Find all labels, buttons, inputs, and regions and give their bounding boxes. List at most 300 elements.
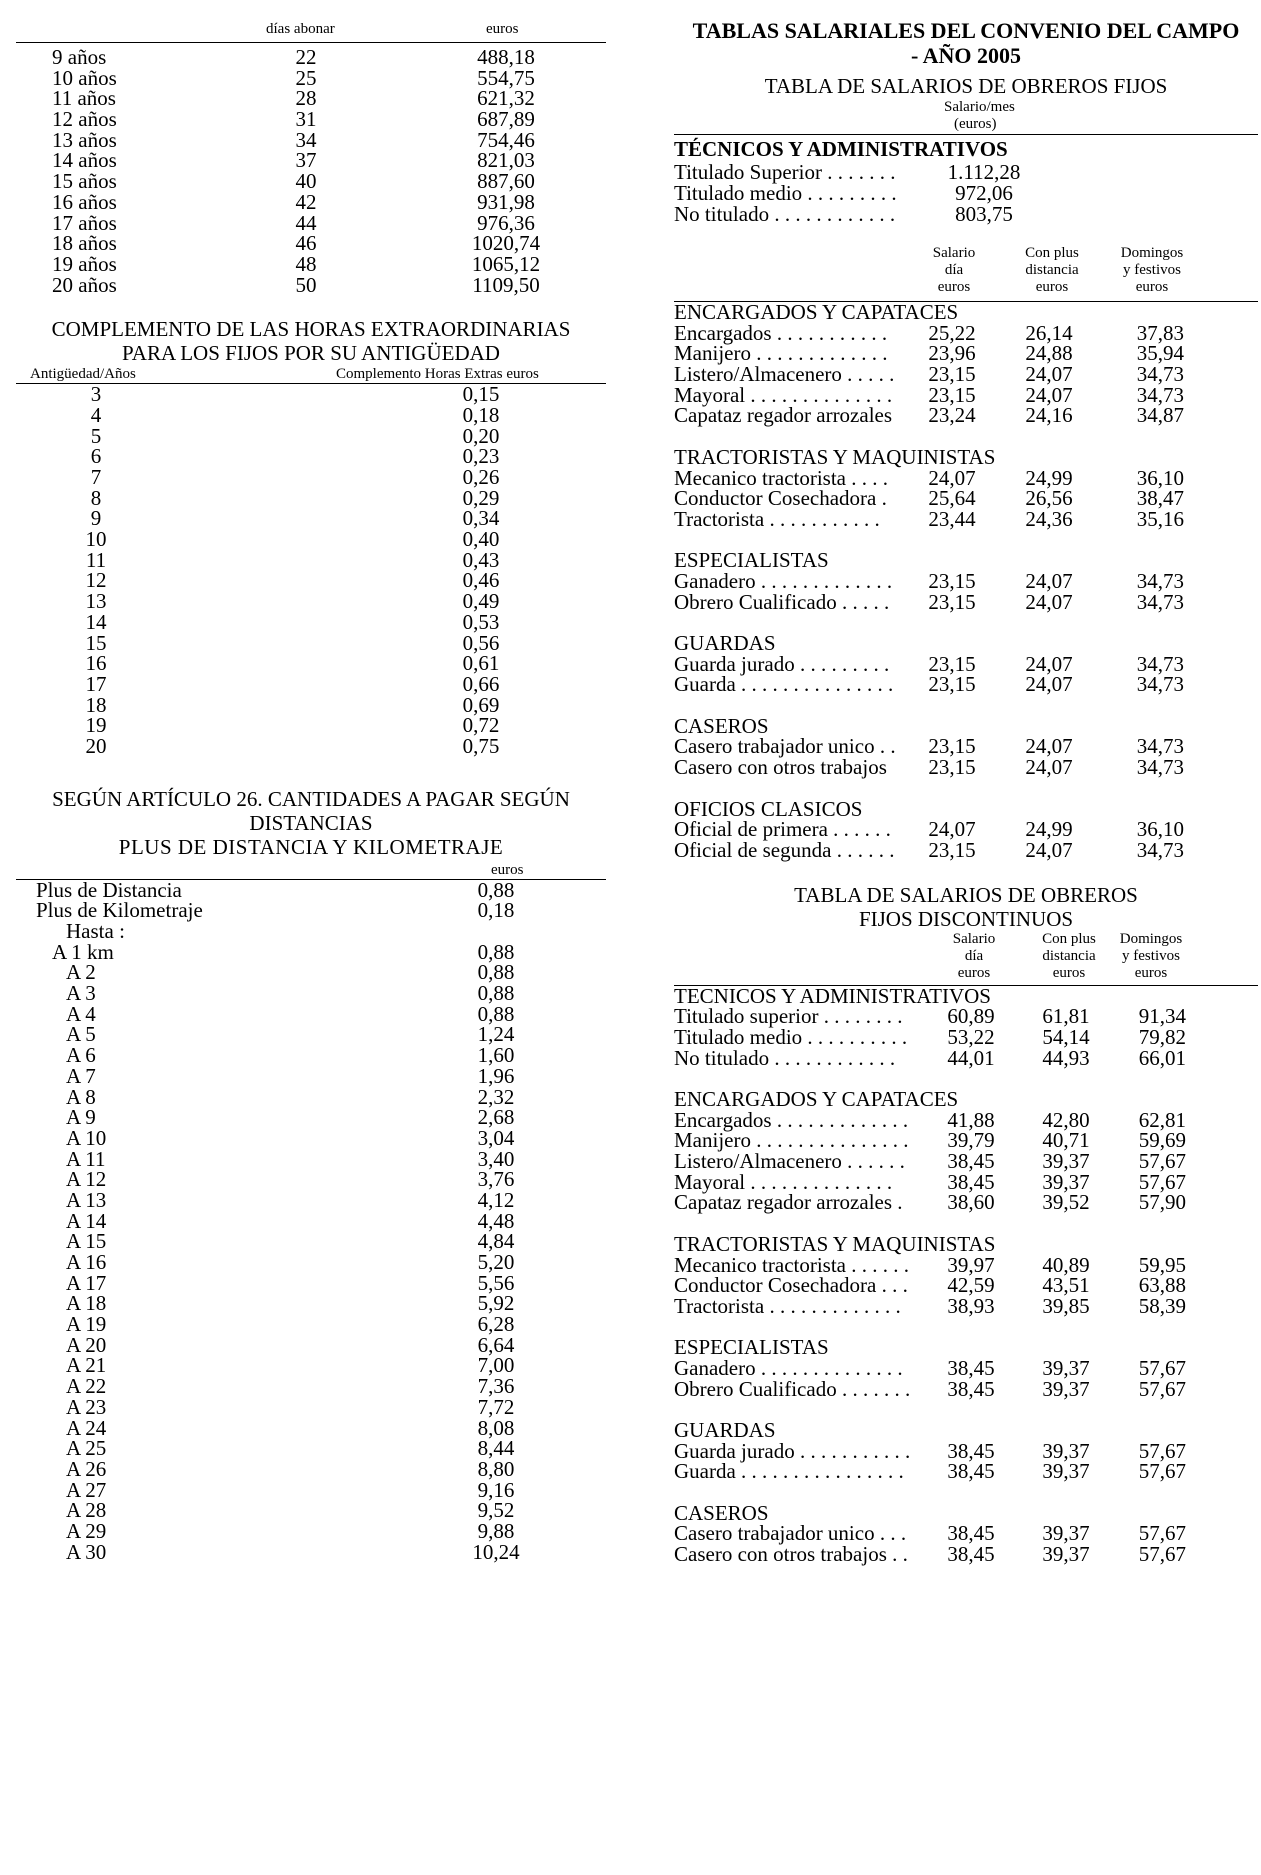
distancia-value: 5,56 [477,1270,515,1295]
column-header-line: y festivos [1123,262,1181,278]
distancia-row [16,1084,606,1109]
distancia-label: A 5 [66,1022,96,1047]
vacaciones-row [16,189,606,214]
distancia-label: A 12 [66,1167,107,1192]
festivos-cell: 34,73 [1136,589,1184,614]
dias-cell: 44 [295,210,317,235]
plus-distancia-cell: 39,37 [1042,1542,1090,1567]
tecnicos-label: Titulado medio . . . . . . . . . [674,181,897,205]
distancia-title [16,787,606,859]
festivos-cell: 57,67 [1138,1376,1186,1401]
distancia-row [16,1293,606,1314]
distancia-value: 2,68 [477,1105,515,1130]
section-title: CASEROS [674,713,769,738]
salary-row [674,674,1258,695]
distancia-value: 8,80 [477,1456,515,1481]
horas-row [16,529,606,550]
section-title: ESPECIALISTAS [674,548,829,573]
salario-dia-cell: 23,15 [928,362,976,387]
distancia-row [16,1539,606,1564]
job-label: Casero trabajador unico . . . [674,1521,907,1546]
distancia-label: A 20 [66,1332,107,1357]
antiguedad-cell: 10 años [52,65,117,90]
distancia-header [16,861,606,880]
plus-distancia-cell: 39,37 [1042,1169,1090,1194]
festivos-cell: 34,73 [1136,568,1184,593]
salary-row [674,651,1258,676]
distancia-value: 0,88 [477,939,515,964]
festivos-cell: 34,73 [1136,651,1184,676]
column-header-line: distancia [1042,947,1096,964]
plus-distancia-cell: 26,14 [1025,320,1073,345]
complemento-cell: 0,69 [462,692,500,717]
horas-row [16,446,606,467]
festivos-cell: 37,83 [1136,320,1184,345]
column-header-line: Domingos [1119,930,1183,947]
salario-dia-cell: 38,60 [947,1190,995,1215]
festivos-cell: 62,81 [1138,1107,1186,1132]
complemento-cell: 0,29 [462,485,500,510]
complemento-cell: 0,46 [462,568,500,593]
distancia-row [16,1376,606,1397]
festivos-cell: 34,73 [1136,362,1184,387]
antiguedad-cell: 11 años [52,86,116,111]
salary-row [674,1275,1258,1296]
plus-label: Plus de Kilometraje [36,898,203,923]
section-title: ENCARGADOS Y CAPATACES [674,1087,959,1111]
distancia-row [16,1063,606,1088]
distancia-title-line1: SEGÚN ARTÍCULO 26. CANTIDADES A PAGAR SEGÚN [52,786,570,811]
plus-distancia-cell: 26,56 [1025,486,1073,511]
plus-distancia-cell: 43,51 [1042,1273,1090,1298]
distancia-value: 1,24 [477,1022,515,1047]
fijos-sections [674,302,1258,861]
salario-dia-cell: 60,89 [947,1004,995,1029]
distancia-row [16,939,606,964]
distancia-value: 4,12 [477,1187,515,1212]
dias-cell: 28 [295,86,317,111]
horas-row [16,485,606,510]
job-label: Ganadero . . . . . . . . . . . . . . [674,1355,903,1380]
job-label: Ganadero . . . . . . . . . . . . . [674,568,893,593]
job-label: Mecanico tractorista . . . . [674,465,888,490]
complemento-cell: 0,72 [462,713,500,738]
salary-section [674,550,1258,612]
distancia-row [16,1107,606,1128]
plus-distancia-cell: 54,14 [1042,1024,1090,1049]
complemento-cell: 0,53 [462,609,500,634]
tecnicos-table [674,162,1258,225]
salario-dia-cell: 23,24 [928,403,976,428]
distancia-label: A 17 [66,1270,107,1295]
job-label: Listero/Almacenero . . . . . [674,362,895,387]
dias-cell: 22 [295,45,317,69]
dias-header: días abonar [266,21,335,37]
salario-dia-cell: 24,07 [928,817,976,842]
festivos-cell: 91,34 [1138,1004,1186,1029]
plus-value: 0,18 [477,898,515,923]
column-header [909,245,999,296]
column-header [1107,245,1197,296]
distancia-value: 9,16 [477,1477,515,1502]
complemento-cell: 0,75 [462,733,500,758]
salary-row [674,1151,1258,1172]
salary-section [674,1231,1258,1318]
salario-dia-cell: 53,22 [947,1024,995,1049]
job-label: Guarda . . . . . . . . . . . . . . . [674,672,894,697]
discontinuos-column-headers [674,931,1258,986]
column-header-line: euros [937,279,971,295]
distancia-value: 5,20 [477,1250,515,1274]
tecnicos-value: 972,06 [955,181,1013,205]
salary-row [674,506,1258,531]
distancia-value: 8,08 [477,1415,515,1440]
salary-row [674,382,1258,407]
antiguedad-cell: 20 [85,733,107,758]
festivos-cell: 36,10 [1136,817,1184,842]
main-title-line2: - AÑO 2005 [911,43,1021,68]
distancia-row [16,1208,606,1233]
distancia-row [16,1045,606,1066]
fijos-column-headers [674,245,1258,302]
euros-cell: 554,75 [477,65,535,90]
distancia-euros-header: euros [491,861,524,878]
antiguedad-cell: 6 [90,444,102,469]
plus-distancia-cell: 24,07 [1025,589,1073,614]
distancia-label: A 19 [66,1312,107,1337]
vacaciones-row [16,65,606,90]
vacaciones-row [16,272,606,297]
salario-dia-cell: 39,79 [947,1128,995,1153]
euros-cell: 976,36 [477,210,535,235]
salary-row [674,1006,1258,1027]
salary-section [674,1089,1258,1213]
salary-row [674,1376,1258,1401]
section-title: GUARDAS [674,1418,776,1442]
festivos-cell: 58,39 [1138,1293,1186,1318]
tecnicos-row [674,183,1258,204]
horas-row [16,653,606,674]
plus-row [16,877,606,902]
plus-distancia-cell: 24,07 [1025,837,1073,862]
discontinuos-title-line2: FIJOS DISCONTINUOS [858,906,1074,931]
salario-dia-cell: 23,15 [928,837,976,862]
salary-section [674,1337,1258,1399]
salario-dia-cell: 38,45 [947,1355,995,1380]
antiguedad-cell: 15 [85,630,107,655]
salary-section [674,633,1258,695]
plus-table [16,877,606,923]
distancia-row [16,1477,606,1502]
distancia-value: 9,88 [477,1518,515,1543]
salario-mes-euros: (euros) [954,116,997,132]
distancia-row [16,1518,606,1543]
antiguedad-cell: 5 [90,423,102,448]
complemento-cell: 0,15 [462,382,500,407]
dias-cell: 48 [295,251,317,276]
salary-row [674,1293,1258,1318]
complemento-cell: 0,56 [462,630,500,655]
complemento-cell: 0,66 [462,671,500,696]
salario-dia-cell: 44,01 [947,1045,995,1070]
salario-dia-cell: 23,44 [928,506,976,531]
salary-row [674,1107,1258,1132]
distancia-value: 2,32 [477,1084,515,1109]
job-label: Oficial de segunda . . . . . . [674,837,895,862]
dias-cell: 50 [295,272,317,297]
plus-distancia-cell: 24,36 [1025,506,1073,531]
antiguedad-cell: 8 [90,485,102,510]
distancia-table [16,939,606,1564]
plus-distancia-cell: 39,37 [1042,1438,1090,1463]
dias-cell: 40 [295,169,317,194]
salary-row [674,405,1258,426]
distancia-label: A 21 [66,1353,107,1378]
job-label: Titulado medio . . . . . . . . . . [674,1024,908,1049]
salario-dia-cell: 38,45 [947,1459,995,1484]
salary-row [674,1438,1258,1463]
job-label: Casero con otros trabajos . . [674,1542,908,1567]
plus-row [16,900,606,921]
distancia-row [16,1314,606,1335]
distancia-value: 5,92 [477,1291,515,1316]
job-label: Guarda jurado . . . . . . . . . [674,651,890,676]
vacaciones-row [16,210,606,235]
salary-section [674,1420,1258,1482]
distancia-label: A 18 [66,1291,107,1316]
salary-row [674,1169,1258,1194]
horas-row [16,423,606,448]
horas-row [16,609,606,634]
salary-row [674,465,1258,490]
vacaciones-row [16,88,606,109]
distancia-label: A 7 [66,1063,96,1088]
salary-section [674,983,1258,1070]
job-label: Listero/Almacenero . . . . . . [674,1149,905,1174]
salario-dia-cell: 23,15 [928,589,976,614]
salario-dia-cell: 25,22 [928,320,976,345]
antiguedad-cell: 9 años [52,45,107,69]
distancia-label: A 4 [66,1001,96,1026]
horas-row [16,402,606,427]
job-label: Titulado superior . . . . . . . . [674,1004,903,1029]
salario-dia-cell: 23,15 [928,672,976,697]
plus-distancia-cell: 39,85 [1042,1293,1090,1318]
distancia-label: A 9 [66,1105,96,1130]
festivos-cell: 63,88 [1138,1273,1186,1298]
complemento-cell: 0,49 [462,589,500,614]
distancia-label: A 26 [66,1456,107,1481]
column-header [1106,931,1196,982]
antiguedad-cell: 12 [85,568,107,593]
vacaciones-header [16,20,606,43]
dias-cell: 34 [295,127,317,152]
festivos-cell: 34,73 [1136,734,1184,759]
distancia-row [16,1001,606,1026]
distancia-label: A 1 km [52,939,114,964]
vacaciones-row [16,127,606,152]
festivos-cell: 59,69 [1138,1128,1186,1153]
festivos-cell: 66,01 [1138,1045,1186,1070]
antiguedad-cell: 14 años [52,148,117,173]
salary-row [674,1355,1258,1380]
antiguedad-cell: 4 [90,402,102,427]
job-label: No titulado . . . . . . . . . . . . [674,1045,896,1070]
festivos-cell: 57,67 [1138,1438,1186,1463]
plus-distancia-cell: 24,07 [1025,755,1073,780]
discontinuos-title [674,883,1258,931]
salary-row [674,488,1258,509]
distancia-value: 4,48 [477,1208,515,1233]
salario-dia-cell: 38,45 [947,1149,995,1174]
horas-row [16,384,606,405]
tecnicos-row [674,162,1258,183]
distancia-label: A 29 [66,1518,107,1543]
salario-dia-cell: 38,45 [947,1438,995,1463]
distancia-row [16,1438,606,1459]
horas-row [16,733,606,758]
column-header-line: y festivos [1122,947,1180,964]
salario-dia-cell: 23,15 [928,651,976,676]
salary-row [674,1130,1258,1151]
plus-distancia-cell: 39,37 [1042,1149,1090,1174]
salary-row [674,1045,1258,1070]
salary-row [674,320,1258,345]
euros-cell: 621,32 [477,86,535,111]
antiguedad-cell: 3 [90,382,102,407]
plus-distancia-cell: 39,37 [1042,1376,1090,1401]
column-header-line: euros [1035,279,1069,295]
distancia-row [16,1169,606,1190]
job-label: Manijero . . . . . . . . . . . . . . . [674,1128,909,1153]
complemento-cell: 0,26 [462,465,500,489]
salario-dia-cell: 23,15 [928,382,976,407]
salario-dia-cell: 23,15 [928,755,976,780]
plus-value: 0,88 [477,877,515,902]
job-label: Mecanico tractorista . . . . . . [674,1252,909,1277]
plus-distancia-cell: 24,16 [1025,403,1073,428]
vacaciones-row [16,150,606,171]
tecnicos-value: 1.112,28 [947,160,1021,184]
distancia-value: 1,60 [477,1043,515,1068]
distancia-label: A 11 [66,1146,106,1171]
salary-row [674,1192,1258,1213]
distancia-label: A 30 [66,1539,107,1564]
distancia-value: 6,64 [477,1332,515,1357]
job-label: Capataz regador arrozales [674,403,893,428]
column-header-line: Con plus [1025,245,1079,261]
distancia-label: A 10 [66,1125,107,1150]
distancia-value: 7,00 [477,1353,515,1378]
horas-title-line1: COMPLEMENTO DE LAS HORAS EXTRAORDINARIAS [51,317,571,342]
distancia-value: 3,40 [477,1146,515,1171]
antiguedad-cell: 13 [85,589,107,614]
festivos-cell: 59,95 [1138,1252,1186,1277]
salario-dia-cell: 39,97 [947,1252,995,1277]
vacaciones-row [16,251,606,276]
horas-table [16,384,606,756]
plus-distancia-cell: 24,07 [1025,382,1073,407]
vacaciones-row [16,171,606,192]
job-label: Tractorista . . . . . . . . . . . . . [674,1293,901,1318]
distancia-value: 7,36 [477,1374,515,1399]
hasta-label: Hasta : [66,919,125,943]
job-label: Capataz regador arrozales . [674,1190,903,1215]
euros-cell: 687,89 [477,107,535,132]
distancia-value: 0,88 [477,960,515,985]
distancia-value: 6,28 [477,1312,515,1337]
festivos-cell: 57,67 [1138,1149,1186,1174]
dias-cell: 25 [295,65,317,90]
festivos-cell: 38,47 [1136,486,1184,511]
distancia-value: 1,96 [477,1063,515,1088]
antiguedad-cell: 18 años [52,231,117,256]
salary-row [674,568,1258,593]
distancia-row [16,1231,606,1252]
antiguedad-cell: 20 años [52,272,117,297]
antiguedad-cell: 16 años [52,189,117,214]
distancia-row [16,1252,606,1273]
dias-cell: 37 [295,148,317,173]
job-label: Tractorista . . . . . . . . . . . [674,506,880,531]
distancia-row [16,1332,606,1357]
column-header-line: Con plus [1042,930,1096,947]
vacaciones-table [16,47,606,295]
antiguedad-cell: 9 [90,506,102,531]
distancia-label: A 15 [66,1229,107,1254]
distancia-row [16,1146,606,1171]
distancia-row [16,1500,606,1521]
distancia-value: 0,88 [477,1001,515,1026]
complemento-cell: 0,61 [462,651,500,676]
euros-cell: 754,46 [477,127,535,152]
job-label: Encargados . . . . . . . . . . . [674,320,888,345]
job-label: Oficial de primera . . . . . . [674,817,891,842]
hasta-label-row [16,921,606,942]
salario-dia-cell: 23,15 [928,568,976,593]
plus-distancia-cell: 24,99 [1025,817,1073,842]
salary-section [674,1500,1258,1567]
distancia-row [16,1125,606,1150]
plus-distancia-cell: 40,71 [1042,1128,1090,1153]
distancia-label: A 16 [66,1250,107,1274]
distancia-row [16,1456,606,1481]
plus-distancia-cell: 39,52 [1042,1190,1090,1215]
section-title: OFICIOS CLASICOS [674,796,863,821]
distancia-value: 9,52 [477,1498,515,1523]
festivos-cell: 34,73 [1136,672,1184,697]
euros-cell: 1065,12 [471,251,541,276]
distancia-label: A 6 [66,1043,96,1068]
antiguedad-cell: 17 años [52,210,117,235]
euros-cell: 488,18 [477,45,535,69]
job-label: Mayoral . . . . . . . . . . . . . . [674,382,893,407]
left-column [16,0,606,1562]
antiguedad-cell: 12 años [52,107,117,132]
distancia-value: 3,76 [477,1167,515,1192]
salario-dia-cell: 25,64 [928,486,976,511]
salary-row [674,1461,1258,1482]
festivos-cell: 57,67 [1138,1459,1186,1484]
distancia-label: A 13 [66,1187,107,1212]
euros-cell: 931,98 [477,189,535,214]
distancia-value: 8,44 [477,1436,515,1461]
plus-distancia-cell: 24,07 [1025,651,1073,676]
distancia-label: A 8 [66,1084,96,1109]
salary-row [674,736,1258,757]
salary-row [674,1544,1258,1565]
vacaciones-row [16,233,606,254]
